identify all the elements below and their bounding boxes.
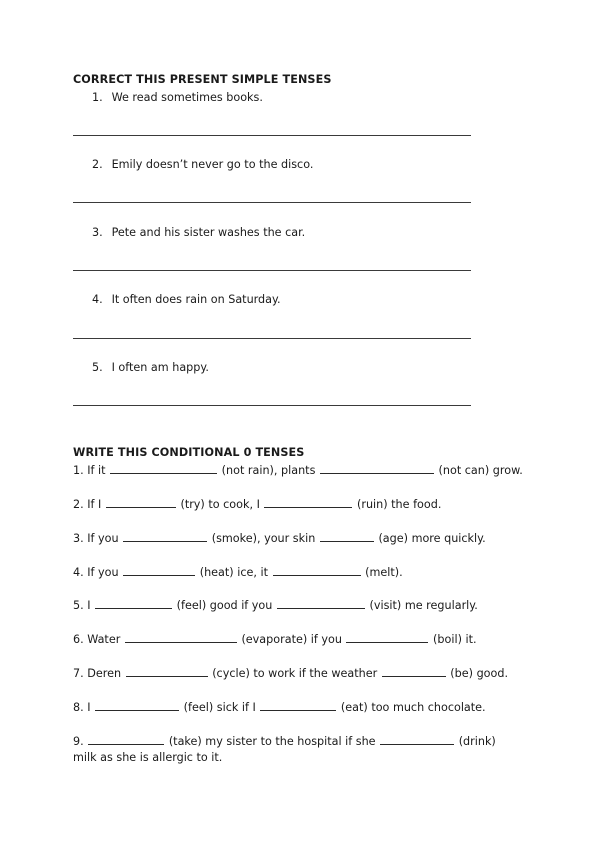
fill-blank[interactable]	[110, 463, 217, 474]
exercise-item-1	[92, 91, 263, 104]
fill-blank[interactable]	[346, 632, 428, 643]
line-middle: (try) to cook, I	[180, 498, 260, 511]
line-start: 6. Water	[73, 633, 121, 646]
conditional-line-9	[73, 734, 496, 748]
exercise-item-3	[92, 226, 305, 239]
line-start: 7. Deren	[73, 667, 122, 680]
fill-blank[interactable]	[88, 734, 164, 745]
line-start: 9.	[73, 735, 84, 748]
line-start: 4. If you	[73, 566, 119, 579]
fill-blank[interactable]	[320, 531, 374, 542]
line-end: (be) good.	[450, 667, 509, 680]
line-start: 3. If you	[73, 532, 119, 545]
line-middle: (cycle) to work if the weather	[212, 667, 378, 680]
line-start: 2. If I	[73, 498, 102, 511]
fill-blank[interactable]	[123, 531, 207, 542]
item-text: I often am happy.	[111, 361, 209, 374]
line-end: (drink)	[458, 735, 496, 748]
fill-blank[interactable]	[123, 565, 195, 576]
exercise-item-4	[92, 293, 281, 306]
item-text: It often does rain on Saturday.	[111, 293, 281, 306]
conditional-line-9-continuation: milk as she is allergic to it.	[73, 751, 223, 764]
fill-blank[interactable]	[260, 700, 336, 711]
exercise-item-2	[92, 158, 313, 171]
fill-blank[interactable]	[380, 734, 454, 745]
fill-blank[interactable]	[95, 700, 179, 711]
fill-blank[interactable]	[277, 598, 365, 609]
fill-blank[interactable]	[126, 666, 208, 677]
fill-blank[interactable]	[95, 598, 172, 609]
conditional-line-6	[73, 632, 477, 646]
answer-line-5[interactable]	[73, 405, 471, 406]
item-text: Pete and his sister washes the car.	[111, 226, 306, 239]
item-number: 4.	[92, 293, 103, 306]
fill-blank[interactable]	[273, 565, 361, 576]
exercise-item-5	[92, 361, 209, 374]
line-middle: (evaporate) if you	[241, 633, 342, 646]
item-text: Emily doesn’t never go to the disco.	[111, 158, 314, 171]
item-text: We read sometimes books.	[111, 91, 263, 104]
item-number: 2.	[92, 158, 103, 171]
line-end: (visit) me regularly.	[369, 599, 478, 612]
item-number: 3.	[92, 226, 103, 239]
answer-line-4[interactable]	[73, 338, 471, 339]
item-number: 1.	[92, 91, 103, 104]
answer-line-3[interactable]	[73, 270, 471, 271]
line-end: (melt).	[365, 566, 403, 579]
fill-blank[interactable]	[125, 632, 237, 643]
conditional-line-4	[73, 565, 403, 579]
conditional-line-2	[73, 497, 441, 511]
conditional-line-3	[73, 531, 486, 545]
line-start: 1. If it	[73, 464, 106, 477]
conditional-line-8	[73, 700, 486, 714]
answer-line-1[interactable]	[73, 135, 471, 136]
line-start: 8. I	[73, 701, 91, 714]
fill-blank[interactable]	[264, 497, 352, 508]
line-end: (not can) grow.	[438, 464, 523, 477]
answer-line-2[interactable]	[73, 202, 471, 203]
fill-blank[interactable]	[320, 463, 434, 474]
line-end: (boil) it.	[433, 633, 477, 646]
line-end: (eat) too much chocolate.	[340, 701, 486, 714]
item-number: 5.	[92, 361, 103, 374]
line-end: (ruin) the food.	[357, 498, 442, 511]
line-middle: (feel) good if you	[176, 599, 273, 612]
line-start: 5. I	[73, 599, 91, 612]
section2-heading: WRITE THIS CONDITIONAL 0 TENSES	[73, 446, 305, 459]
line-middle: (not rain), plants	[221, 464, 316, 477]
line-middle: (smoke), your skin	[211, 532, 316, 545]
line-middle: (take) my sister to the hospital if she	[168, 735, 376, 748]
conditional-line-1	[73, 463, 523, 477]
section1-heading: CORRECT THIS PRESENT SIMPLE TENSES	[73, 73, 332, 86]
fill-blank[interactable]	[382, 666, 446, 677]
conditional-line-7	[73, 666, 508, 680]
line-middle: (heat) ice, it	[199, 566, 268, 579]
line-middle: (feel) sick if I	[183, 701, 256, 714]
fill-blank[interactable]	[106, 497, 176, 508]
line-end: (age) more quickly.	[378, 532, 486, 545]
conditional-line-5	[73, 598, 478, 612]
